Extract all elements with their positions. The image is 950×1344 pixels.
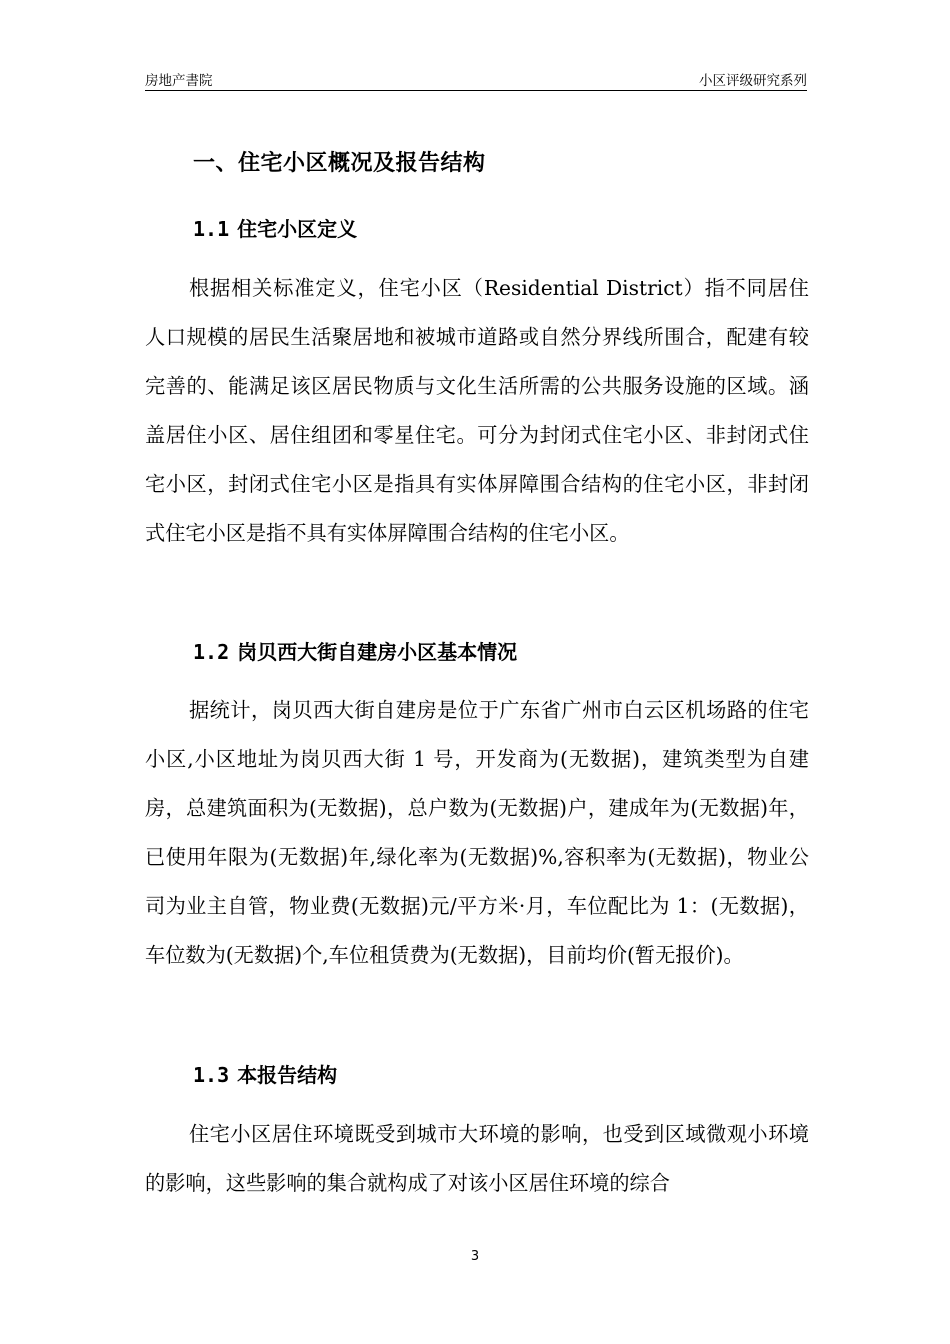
- chapter-title: 一、住宅小区概况及报告结构: [193, 151, 486, 176]
- header-publisher: 房地产書院: [145, 73, 213, 89]
- section-title: 岗贝西大街自建房小区基本情况: [237, 640, 518, 664]
- section-body-1-2: 据统计，岗贝西大街自建房是位于广东省广州市白云区机场路的住宅小区,小区地址为岗贝西大街 1 号，开发商为(无数据)，建筑类型为自建房，总建筑面积为(无数据)，总户数为(无数据)户，建成年为(无数据)年，已使用年限为(无数据)年,绿化率为(无数据)%,容积率为(无数据)，物业公司为业主自管，物业费(无数据)元/平方米·月，车位配比为 1：(无数据)，车位数为(无数据)个,车位租赁费为(无数据)，目前均价(暂无报价)。: [145, 698, 809, 967]
- section-heading-1-3: [193, 1059, 337, 1088]
- section-number: 1.1: [193, 217, 230, 241]
- section-body-1-3: 住宅小区居住环境既受到城市大环境的影响，也受到区域微观小环境的影响，这些影响的集合就构成了对该小区居住环境的综合: [145, 1122, 809, 1195]
- header-series: 小区评级研究系列: [699, 73, 807, 89]
- section-number: 1.2: [193, 640, 230, 664]
- section-title: 本报告结构: [237, 1063, 338, 1087]
- section-heading-1-2: [193, 636, 517, 665]
- section-body-1-1: 根据相关标准定义，住宅小区（Residential District）指不同居住人口规模的居民生活聚居地和被城市道路或自然分界线所围合，配建有较完善的、能满足该区居民物质与文化生活所需的公共服务设施的区域。涵盖居住小区、居住组团和零星住宅。可分为封闭式住宅小区、非封闭式住宅小区，封闭式住宅小区是指具有实体屏障围合结构的住宅小区，非封闭式住宅小区是指不具有实体屏障围合结构的住宅小区。: [145, 276, 809, 545]
- page-number: 3: [470, 1249, 480, 1264]
- section-title: 住宅小区定义: [237, 217, 358, 241]
- section-heading-1-1: [193, 213, 357, 242]
- page-header: [145, 66, 807, 91]
- section-number: 1.3: [193, 1063, 230, 1087]
